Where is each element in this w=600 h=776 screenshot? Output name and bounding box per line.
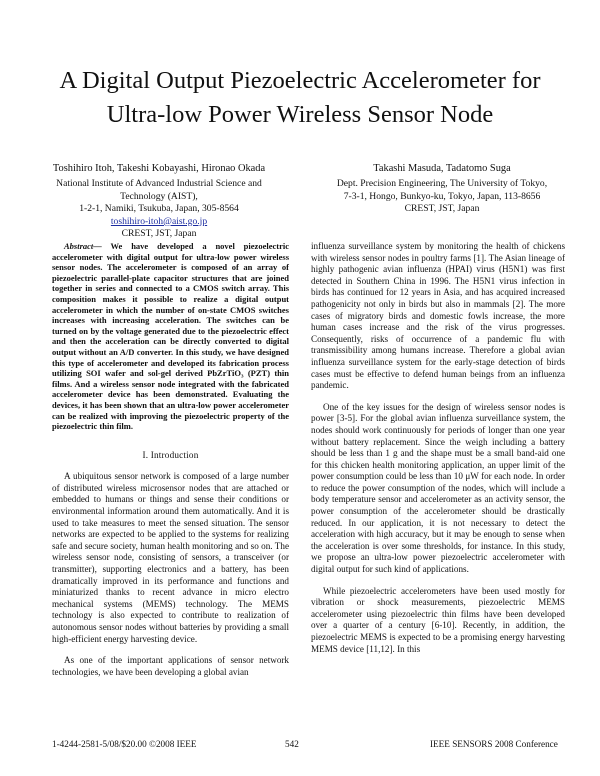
abstract-label: Abstract— bbox=[64, 241, 102, 251]
right-column bbox=[311, 241, 565, 655]
right-paragraph-3: While piezoelectric accelerometers have been used mostly for vibration or shock measurements, piezoelectric MEMS accelerometer using piezoelectric thin films have been developed over a quarter of a century [6-10]. Recently, in addition, the piezoelectric MEMS is expected to be a promising energy harvesting MEMS device [11,12]. In this bbox=[311, 585, 565, 654]
affiliation-line-1: National Institute of Advanced Industrial Science and bbox=[56, 178, 262, 190]
email-link[interactable]: toshihiro-itoh@aist.go.jp bbox=[110, 215, 208, 227]
org-left: CREST, JST, Japan bbox=[121, 228, 197, 240]
abstract-text: We have developed a novel piezoelectric accelerometer with digital output for ultra-low power wireless sensor nodes. The accelerometer is composed of an array of piezoelectric parallel-plate capacitor structures that are joined together in series and connected to a CMOS switch array. This composition makes it possible to realize a digital output accelerometer in which the number of on-state CMOS switches increases with increasing acceleration. The switches can be turned on by the voltage generated due to the piezoelectric effect and then the acceleration can be directly converted to digital output without an A/D converter. In this study, we have designed this type of accelerometer and developed its fabrication process utilizing SOI wafer and sol-gel derived PbZrTiO₃ (PZT) thin films. And a wireless sensor node integrated with the fabricated accelerometer device has been demonstrated. Evaluating the devices, it has been shown that an ultra-low power accelerometer can be realized with improving the piezoelectric property of the piezoelectric thin film. bbox=[52, 241, 289, 432]
affiliation-right: Dept. Precision Engineering, The University of Tokyo, bbox=[336, 178, 548, 190]
author-block-right bbox=[318, 163, 566, 216]
right-paragraph-1: influenza surveillance system by monitoring the health of chickens with wireless sensor nodes in poultry farms [1]. The Asian lineage of highly pathogenic avian influenza (HPAI) virus (H5N1) was first detected in Southern China in 1996. The H5N1 virus infection in birds has continued for 12 years in Asia, and has acquired increased pathogenicity not only in birds but also in mammals [2]. The more cases of migratory birds and domestic fowls increase, the more human cases increase and the risk of the virus progresses. Consequently, risks of occurrence of a pandemic flu with transmissibility among humans increase. Therefore a global avian influenza surveillance system for the early-stage detection of birds cases must be effective to defend human beings from an influenza pandemic. bbox=[311, 241, 565, 391]
right-paragraph-2: One of the key issues for the design of wireless sensor nodes is power [3-5]. For the global avian influenza surveillance system, the nodes should work continuously for periods of longer than one year without battery replacement. Since the weigh including a battery should be less than 1 g and the shape must be a small band-aid one for this chicken health monitoring application, an upper limit of the power consumption could be less than 10 μW for each node. In order to reduce the power consumption of the nodes, which will include a body temperature sensor and accelerometer as an activity sensor, the power consumption of the accelerometer should be drastically reduced. In our application, it is not necessary to detect the acceleration with high accuracy, but it may be enough to sense when the acceleration is over some thresholds, for instance. In this study, we propose an ultra-low power piezoelectric accelerometer with digital output for such kind of applications. bbox=[311, 401, 565, 575]
section-heading-introduction: I. Introduction bbox=[142, 449, 199, 460]
title-line-1: A Digital Output Piezoelectric Accelerometer for bbox=[59, 67, 541, 94]
org-right: CREST, JST, Japan bbox=[404, 203, 480, 215]
abstract bbox=[52, 241, 289, 432]
affiliation-line-2: Technology (AIST), bbox=[120, 190, 198, 202]
intro-paragraph-2: As one of the important applications of sensor network technologies, we have been developing a global avian bbox=[52, 655, 289, 677]
intro-paragraph-1: A ubiquitous sensor network is composed of a large number of distributed wireless microsensor nodes that are attached or embedded to humans or things and sense their conditions or environmental information around them automatically. And it is used to take measures to meet the sensed situation. The sensor networks are expected to be applied to the systems for realizing safe and secure society, human health monitoring and so on. The wireless sensor node, consisting of sensors, a transceiver (or transmitter), supporting electronics and a battery, has been dramatically improved in its performance and functions and miniaturized thanks to recent advance in micro electro mechanical systems (MEMS) technology. The MEMS technology is also expected to contribute to realization of autonomous sensor nodes without batteries by providing a small high-efficient energy harvesting device. bbox=[52, 471, 289, 644]
footer-copyright: 1-4244-2581-5/08/$20.00 ©2008 IEEE bbox=[52, 739, 197, 749]
address-left: 1-2-1, Namiki, Tsukuba, Japan, 305-8564 bbox=[79, 203, 239, 215]
footer-page-number: 542 bbox=[285, 739, 299, 749]
author-names-right: Takashi Masuda, Tadatomo Suga bbox=[373, 163, 511, 174]
author-block-left bbox=[40, 163, 278, 240]
address-right: 7-3-1, Hongo, Bunkyo-ku, Tokyo, Japan, 113-8656 bbox=[343, 190, 541, 202]
author-names-left: Toshihiro Itoh, Takeshi Kobayashi, Hironao Okada bbox=[52, 163, 266, 174]
footer-conference: IEEE SENSORS 2008 Conference bbox=[430, 739, 558, 749]
left-column bbox=[52, 241, 289, 678]
title-line-2: Ultra-low Power Wireless Sensor Node bbox=[106, 101, 494, 128]
paper-title bbox=[40, 64, 560, 132]
